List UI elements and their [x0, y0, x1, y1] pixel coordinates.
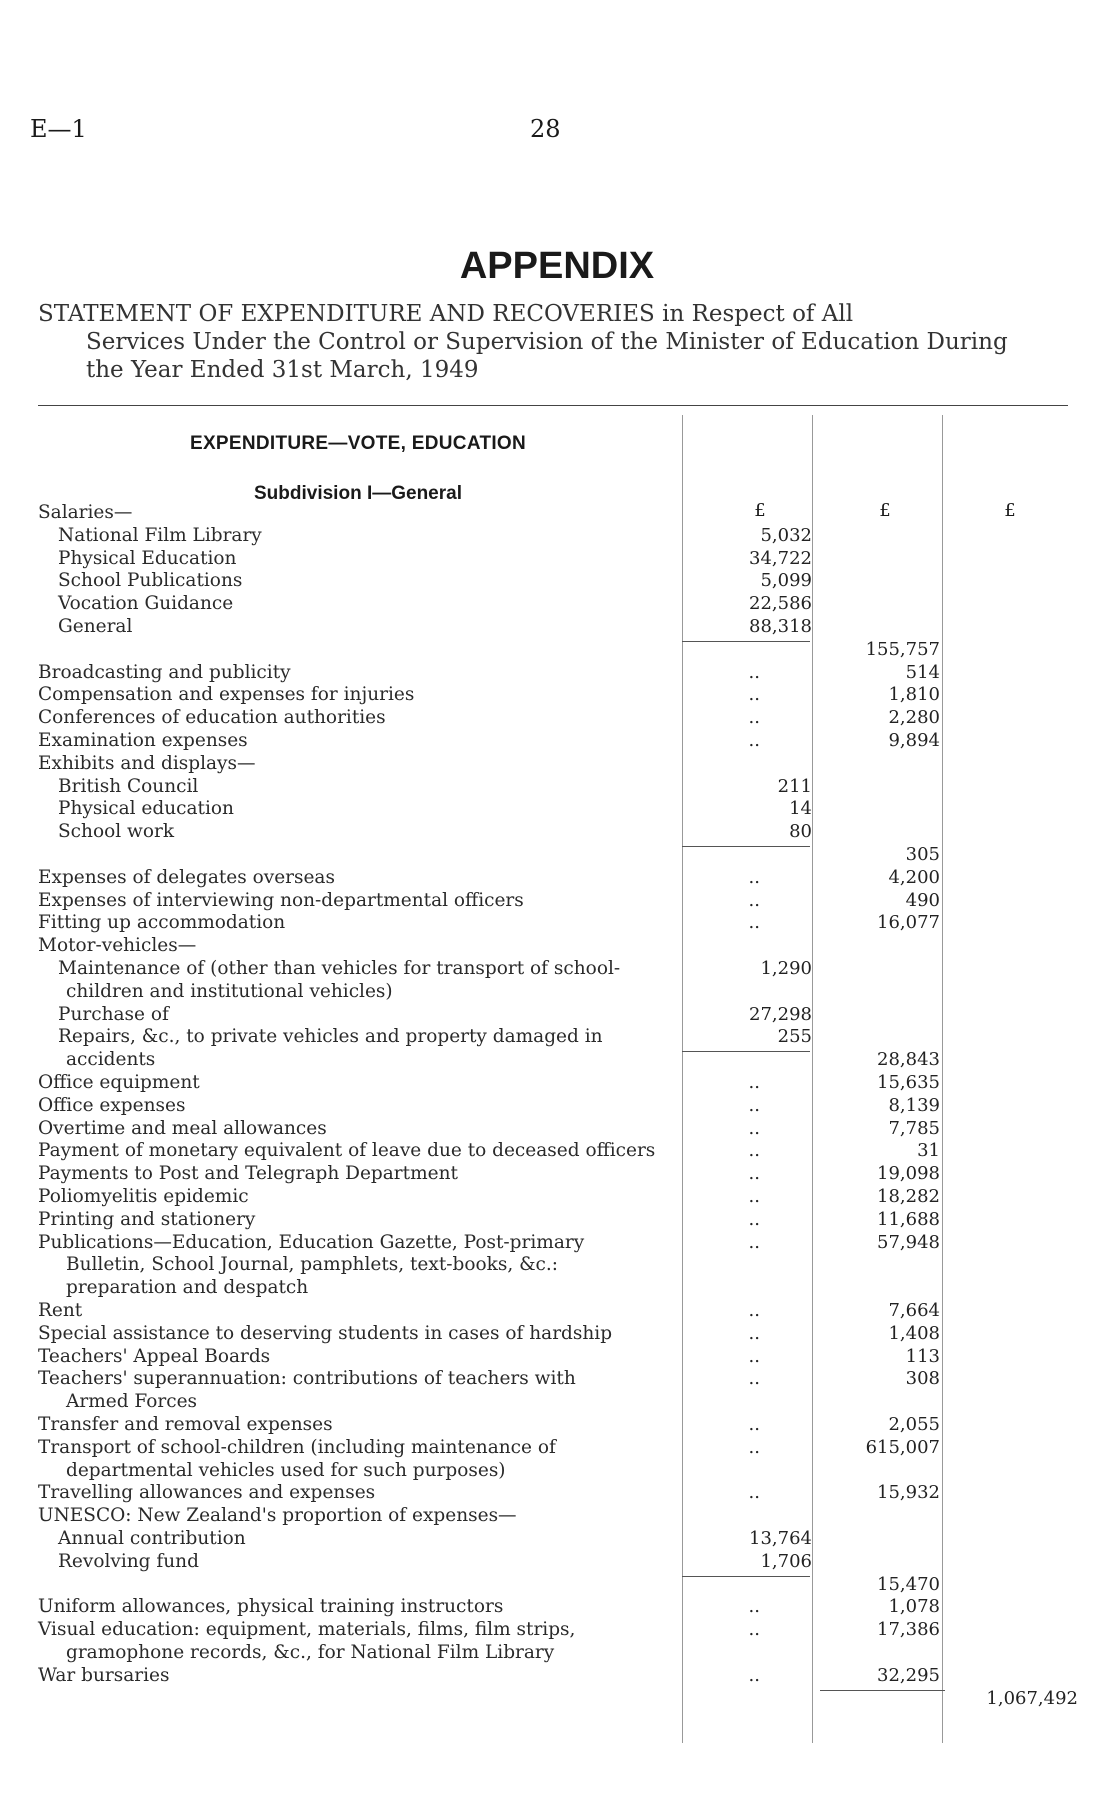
empty-amount-dots: ..: [748, 1300, 760, 1321]
row-label: Rent: [38, 1300, 83, 1321]
ledger-row: [0, 1482, 1114, 1504]
row-label: School work: [58, 821, 175, 843]
empty-amount-dots: ..: [748, 1414, 760, 1435]
row-label: Visual education: equipment, materials, films, film strips,: [38, 1619, 576, 1641]
ledger-row: [0, 1368, 1114, 1390]
row-label: National Film Library: [58, 524, 262, 546]
ledger-row: [0, 1209, 1114, 1231]
ledger-row: [0, 1551, 1114, 1573]
ledger-row: [0, 753, 1114, 775]
row-label: Publications—Education, Education Gazette, Post-primary: [38, 1231, 585, 1253]
statement-line-1: STATEMENT OF EXPENDITURE AND RECOVERIES in Respect of All: [38, 301, 854, 327]
item-amount: 15,932: [877, 1482, 940, 1504]
empty-amount-dots: ..: [748, 866, 760, 888]
ledger-row: [0, 1163, 1114, 1185]
ledger-row: [0, 1140, 1114, 1162]
statement-heading: [38, 300, 1068, 384]
ledger-row: [0, 798, 1114, 820]
subtotal-amount: 27,298: [749, 1003, 812, 1025]
page-number: 28: [530, 115, 561, 143]
item-amount: 305: [905, 844, 940, 865]
ledger-row: [0, 593, 1114, 615]
row-label: children and institutional vehicles): [66, 980, 393, 1002]
item-amount: 113: [905, 1345, 940, 1367]
item-amount: 16,077: [877, 912, 940, 934]
ledger-row: [0, 1642, 1114, 1664]
ledger-row: [0, 1528, 1114, 1550]
ledger-row: [0, 662, 1114, 684]
ledger-row: [0, 1346, 1114, 1368]
empty-amount-dots: ..: [748, 1117, 760, 1139]
vote-heading: EXPENDITURE—VOTE, EDUCATION: [189, 433, 527, 454]
row-label: Maintenance of (other than vehicles for transport of school-: [58, 958, 621, 979]
ledger-row: [0, 776, 1114, 798]
row-label: Expenses of delegates overseas: [38, 866, 335, 888]
subtotal-amount: 255: [777, 1026, 812, 1048]
row-label: British Council: [58, 775, 199, 797]
row-label: War bursaries: [38, 1664, 170, 1686]
subtotal-amount: 14: [789, 798, 812, 820]
item-amount: 7,785: [888, 1117, 940, 1139]
ledger-row: [0, 890, 1114, 912]
empty-amount-dots: ..: [748, 1436, 760, 1458]
row-label: Teachers' Appeal Boards: [38, 1345, 271, 1367]
ledger-row: [0, 844, 1114, 866]
currency-symbol-col2: £: [879, 500, 891, 521]
subtotal-amount: 13,764: [749, 1528, 812, 1549]
row-label: gramophone records, &c., for National Film Library: [66, 1642, 555, 1663]
row-label: Office equipment: [38, 1072, 200, 1093]
ledger-row: [0, 867, 1114, 889]
ledger-row: [0, 1095, 1114, 1117]
empty-amount-dots: ..: [748, 1094, 760, 1116]
empty-amount-dots: ..: [748, 730, 760, 751]
statement-line-3: the Year Ended 31st March, 1949: [86, 357, 479, 383]
row-label: Salaries—: [38, 502, 133, 523]
subtotal-amount: 1,290: [760, 958, 812, 979]
ledger-row: [0, 981, 1114, 1003]
ledger-row: [0, 1688, 1114, 1710]
row-label: Teachers' superannuation: contributions of teachers with: [38, 1368, 576, 1390]
item-amount: 308: [905, 1368, 940, 1390]
ledger-row: [0, 1232, 1114, 1254]
row-label: Payments to Post and Telegraph Department: [38, 1163, 458, 1185]
ledger-row: [0, 570, 1114, 592]
subtotal-amount: 80: [789, 821, 812, 843]
row-label: School Publications: [58, 570, 243, 592]
item-amount: 2,280: [888, 707, 940, 729]
row-label: departmental vehicles used for such purposes): [66, 1459, 506, 1481]
item-amount: 15,635: [877, 1072, 940, 1093]
ledger-row: [0, 730, 1114, 752]
row-label: Vocation Guidance: [58, 593, 234, 615]
row-label: accidents: [66, 1049, 156, 1071]
item-amount: 4,200: [888, 866, 940, 888]
empty-amount-dots: ..: [748, 912, 760, 934]
ledger-row: [0, 1391, 1114, 1413]
ledger-row: [0, 912, 1114, 934]
empty-amount-dots: ..: [748, 1208, 760, 1230]
empty-amount-dots: ..: [748, 1163, 760, 1185]
item-amount: 490: [905, 889, 940, 911]
row-label: Office expenses: [38, 1094, 186, 1116]
row-label: Motor-vehicles—: [38, 935, 197, 957]
row-label: Expenses of interviewing non-departmental officers: [38, 889, 524, 911]
row-label: Broadcasting and publicity: [38, 661, 291, 683]
grand-total-amount: 1,067,492: [986, 1687, 1078, 1709]
statement-line-2: Services Under the Control or Supervision of the Minister of Education During: [86, 329, 1008, 355]
row-label: Poliomyelitis epidemic: [38, 1186, 249, 1207]
empty-amount-dots: ..: [748, 1345, 760, 1367]
row-label: Payment of monetary equivalent of leave due to deceased officers: [38, 1140, 656, 1162]
ledger-row: [0, 935, 1114, 957]
ledger-row: [0, 707, 1114, 729]
ledger-row: [0, 1414, 1114, 1436]
empty-amount-dots: ..: [748, 1596, 760, 1618]
row-label: Fitting up accommodation: [38, 912, 286, 934]
empty-amount-dots: ..: [748, 889, 760, 911]
empty-amount-dots: ..: [748, 661, 760, 683]
empty-amount-dots: ..: [748, 1619, 760, 1641]
empty-amount-dots: ..: [748, 684, 760, 706]
subtotal-amount: 5,032: [760, 524, 812, 546]
item-amount: 18,282: [877, 1186, 940, 1207]
row-label: Conferences of education authorities: [38, 707, 386, 729]
ledger-row: [0, 1026, 1114, 1048]
row-label: Overtime and meal allowances: [38, 1117, 327, 1139]
row-label: Revolving fund: [58, 1550, 199, 1572]
ledger-row: [0, 1186, 1114, 1208]
item-amount: 31: [917, 1140, 940, 1162]
item-amount: 7,664: [888, 1300, 940, 1321]
subtotal-amount: 88,318: [749, 616, 812, 637]
row-label: Special assistance to deserving students in cases of hardship: [38, 1322, 613, 1344]
ledger-row: [0, 1118, 1114, 1140]
ledger-row: [0, 525, 1114, 547]
ledger-row: [0, 1437, 1114, 1459]
ledger-row: [0, 1300, 1114, 1322]
empty-amount-dots: ..: [748, 1072, 760, 1093]
item-amount: 155,757: [865, 638, 940, 660]
row-label: Physical Education: [58, 547, 237, 569]
item-amount: 615,007: [865, 1436, 940, 1458]
ledger-row: [0, 548, 1114, 570]
ledger-row: [0, 1665, 1114, 1687]
row-label: Annual contribution: [58, 1528, 246, 1549]
ledger-row: [0, 1505, 1114, 1527]
ledger-row: [0, 502, 1114, 524]
item-amount: 2,055: [888, 1414, 940, 1435]
ledger-row: [0, 1596, 1114, 1618]
row-label: preparation and despatch: [66, 1277, 309, 1299]
row-label: Repairs, &c., to private vehicles and property damaged in: [58, 1026, 603, 1048]
item-amount: 19,098: [877, 1163, 940, 1185]
ledger-row: [0, 1460, 1114, 1482]
item-amount: 11,688: [877, 1208, 940, 1230]
ledger-row: [0, 1072, 1114, 1094]
row-label: Transfer and removal expenses: [38, 1414, 333, 1435]
ledger-row: [0, 1323, 1114, 1345]
subtotal-amount: 1,706: [760, 1550, 812, 1572]
empty-amount-dots: ..: [748, 1231, 760, 1253]
empty-amount-dots: ..: [748, 1368, 760, 1390]
ledger-row: [0, 1277, 1114, 1299]
empty-amount-dots: ..: [748, 1186, 760, 1207]
row-label: Examination expenses: [38, 730, 248, 751]
row-label: Exhibits and displays—: [38, 752, 256, 774]
item-amount: 514: [905, 661, 940, 683]
ledger-row: [0, 1049, 1114, 1071]
ledger-row: [0, 1619, 1114, 1641]
empty-amount-dots: ..: [748, 1140, 760, 1162]
empty-amount-dots: ..: [748, 1322, 760, 1344]
item-amount: 9,894: [888, 730, 940, 751]
row-label: Physical education: [58, 798, 234, 820]
row-label: Uniform allowances, physical training instructors: [38, 1596, 504, 1618]
row-label: General: [58, 616, 133, 637]
document-code: E—1: [30, 115, 87, 143]
ledger-row: [0, 1574, 1114, 1596]
ledger-row: [0, 684, 1114, 706]
row-label: UNESCO: New Zealand's proportion of expenses—: [38, 1505, 517, 1527]
item-amount: 15,470: [877, 1573, 940, 1595]
subtotal-amount: 22,586: [749, 593, 812, 615]
page-header: [0, 115, 1114, 145]
item-amount: 32,295: [877, 1664, 940, 1686]
row-label: Transport of school-children (including maintenance of: [38, 1436, 556, 1458]
row-label: Purchase of: [58, 1003, 169, 1025]
subtotal-amount: 5,099: [760, 570, 812, 592]
row-label: Armed Forces: [66, 1391, 198, 1413]
ledger-row: [0, 1004, 1114, 1026]
appendix-title: APPENDIX: [459, 245, 655, 287]
row-label: Bulletin, School Journal, pamphlets, text-books, &c.:: [66, 1254, 559, 1276]
empty-amount-dots: ..: [748, 1482, 760, 1504]
item-amount: 28,843: [877, 1049, 940, 1071]
row-label: Compensation and expenses for injuries: [38, 684, 415, 706]
item-amount: 1,408: [888, 1322, 940, 1344]
item-amount: 57,948: [877, 1231, 940, 1253]
subtotal-amount: 34,722: [749, 547, 812, 569]
item-amount: 17,386: [877, 1619, 940, 1641]
currency-symbol-col1: £: [754, 500, 766, 521]
row-label: Travelling allowances and expenses: [38, 1482, 376, 1504]
ledger-row: [0, 821, 1114, 843]
empty-amount-dots: ..: [748, 1664, 760, 1686]
ledger-row: [0, 639, 1114, 661]
item-amount: 8,139: [888, 1094, 940, 1116]
ledger-row: [0, 616, 1114, 638]
ledger-row: [0, 958, 1114, 980]
empty-amount-dots: ..: [748, 707, 760, 729]
row-label: Printing and stationery: [38, 1208, 256, 1230]
item-amount: 1,078: [888, 1596, 940, 1618]
heading-rule: [38, 405, 1068, 406]
item-amount: 1,810: [888, 684, 940, 706]
subdivision-heading: Subdivision I—General: [254, 483, 462, 504]
subtotal-amount: 211: [777, 775, 812, 797]
ledger-row: [0, 1254, 1114, 1276]
currency-symbol-col3: £: [1004, 500, 1016, 521]
